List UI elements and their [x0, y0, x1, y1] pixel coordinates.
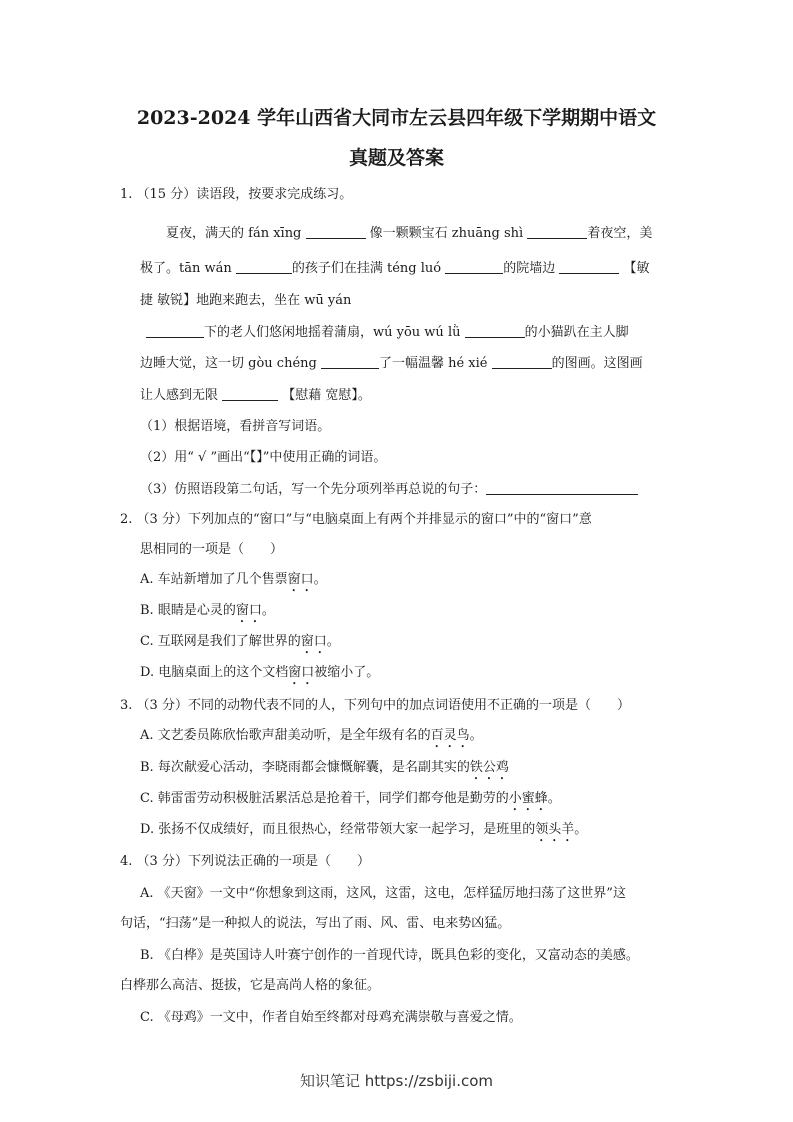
q2-option-c[interactable]: C. 互联网是我们了解世界的窗口。: [140, 634, 340, 649]
q4-option-b-cont: 白桦那么高洁、挺拔，它是高尚人格的象征。: [120, 978, 381, 993]
q1-subquestion-1: （1）根据语境，看拼音写词语。: [140, 419, 331, 434]
q2-option-d[interactable]: D. 电脑桌面上的这个文档窗口被缩小了。: [140, 665, 380, 680]
q1-subquestion-3: （3）仿照语段第二句话，写一个先分项列举再总说的句子：: [140, 480, 638, 499]
q2-heading: 2. （3 分）下列加点的“窗口”与“电脑桌面上有两个并排显示的窗口”中的“窗口”意: [120, 512, 592, 527]
q3-option-a[interactable]: A. 文艺委员陈欣怡歌声甜美动听，是全年级有名的百灵鸟。: [140, 728, 483, 743]
answer-blank[interactable]: [222, 386, 278, 401]
q1-passage-line6: 让人感到无限 【慰藉 宽慰】。: [140, 388, 371, 403]
document-title-line2: 真题及答案: [348, 147, 444, 169]
answer-blank[interactable]: [306, 224, 366, 239]
answer-blank[interactable]: [559, 259, 619, 274]
q2-option-b[interactable]: B. 眼睛是心灵的窗口。: [140, 603, 275, 618]
q1-passage-line2: 极了。tān wán 的孩子们在挂满 téng luó 的院墙边 【敏: [140, 261, 650, 276]
answer-blank[interactable]: [465, 323, 525, 338]
answer-blank[interactable]: [486, 480, 638, 495]
document-title-line1: 2023-2024 学年山西省大同市左云县四年级下学期期中语文: [136, 107, 657, 129]
q1-heading: 1. （15 分）读语段，按要求完成练习。: [120, 187, 353, 202]
footer-watermark: 知识笔记 https://zsbiji.com: [299, 1072, 494, 1090]
q3-option-b[interactable]: B. 每次献爱心活动，李晓雨都会慷慨解囊，是名副其实的铁公鸡: [140, 760, 509, 775]
q1-passage-line4: 下的老人们悠闲地摇着蒲扇，wú yōu wú lǜ 的小猫趴在主人脚: [146, 323, 629, 342]
answer-blank[interactable]: [236, 259, 292, 274]
q1-passage-line3: 捷 敏锐】地跑来跑去，坐在 wū yán: [140, 293, 352, 308]
q3-option-d[interactable]: D. 张扬不仅成绩好，而且很热心，经常带领大家一起学习，是班里的领头羊。: [140, 822, 588, 837]
answer-blank[interactable]: [146, 323, 204, 338]
answer-blank[interactable]: [527, 224, 587, 239]
q4-option-b[interactable]: B. 《白桦》是英国诗人叶赛宁创作的一首现代诗，既具色彩的变化，又富动态的美感。: [140, 948, 639, 963]
q4-option-c[interactable]: C. 《母鸡》一文中，作者自始至终都对母鸡充满崇敬与喜爱之情。: [140, 1010, 522, 1025]
answer-blank[interactable]: [492, 354, 552, 369]
answer-blank[interactable]: [321, 354, 379, 369]
q2-option-a[interactable]: A. 车站新增加了几个售票窗口。: [140, 572, 327, 587]
q4-heading: 4. （3 分）下列说法正确的一项是（ ）: [120, 854, 370, 869]
q4-option-a[interactable]: A. 《天窗》一文中“你想象到这雨，这风，这雷，这电，怎样猛厉地扫荡了这世界”这: [140, 886, 626, 901]
q4-option-a-cont: 句话，“扫荡”是一种拟人的说法，写出了雨、风、雷、电来势凶猛。: [120, 916, 511, 931]
q3-heading: 3. （3 分）不同的动物代表不同的人，下列句中的加点词语使用不正确的一项是（ ）: [120, 698, 630, 713]
answer-blank[interactable]: [445, 259, 503, 274]
q1-passage-line1: 夏夜，满天的 fán xīng 像一颗颗宝石 zhuāng shì 着夜空，美: [166, 226, 653, 241]
q1-passage-line5: 边睡大觉，这一切 gòu chéng 了一幅温馨 hé xié 的图画。这图画: [140, 356, 643, 371]
q1-subquestion-2: （2）用“ √ ”画出“【】”中使用正确的词语。: [140, 450, 387, 465]
q2-heading-cont: 思相同的一项是（ ）: [140, 542, 284, 557]
q3-option-c[interactable]: C. 韩雷雷劳动积极脏活累活总是抢着干，同学们都夸他是勤劳的小蜜蜂。: [140, 791, 561, 806]
